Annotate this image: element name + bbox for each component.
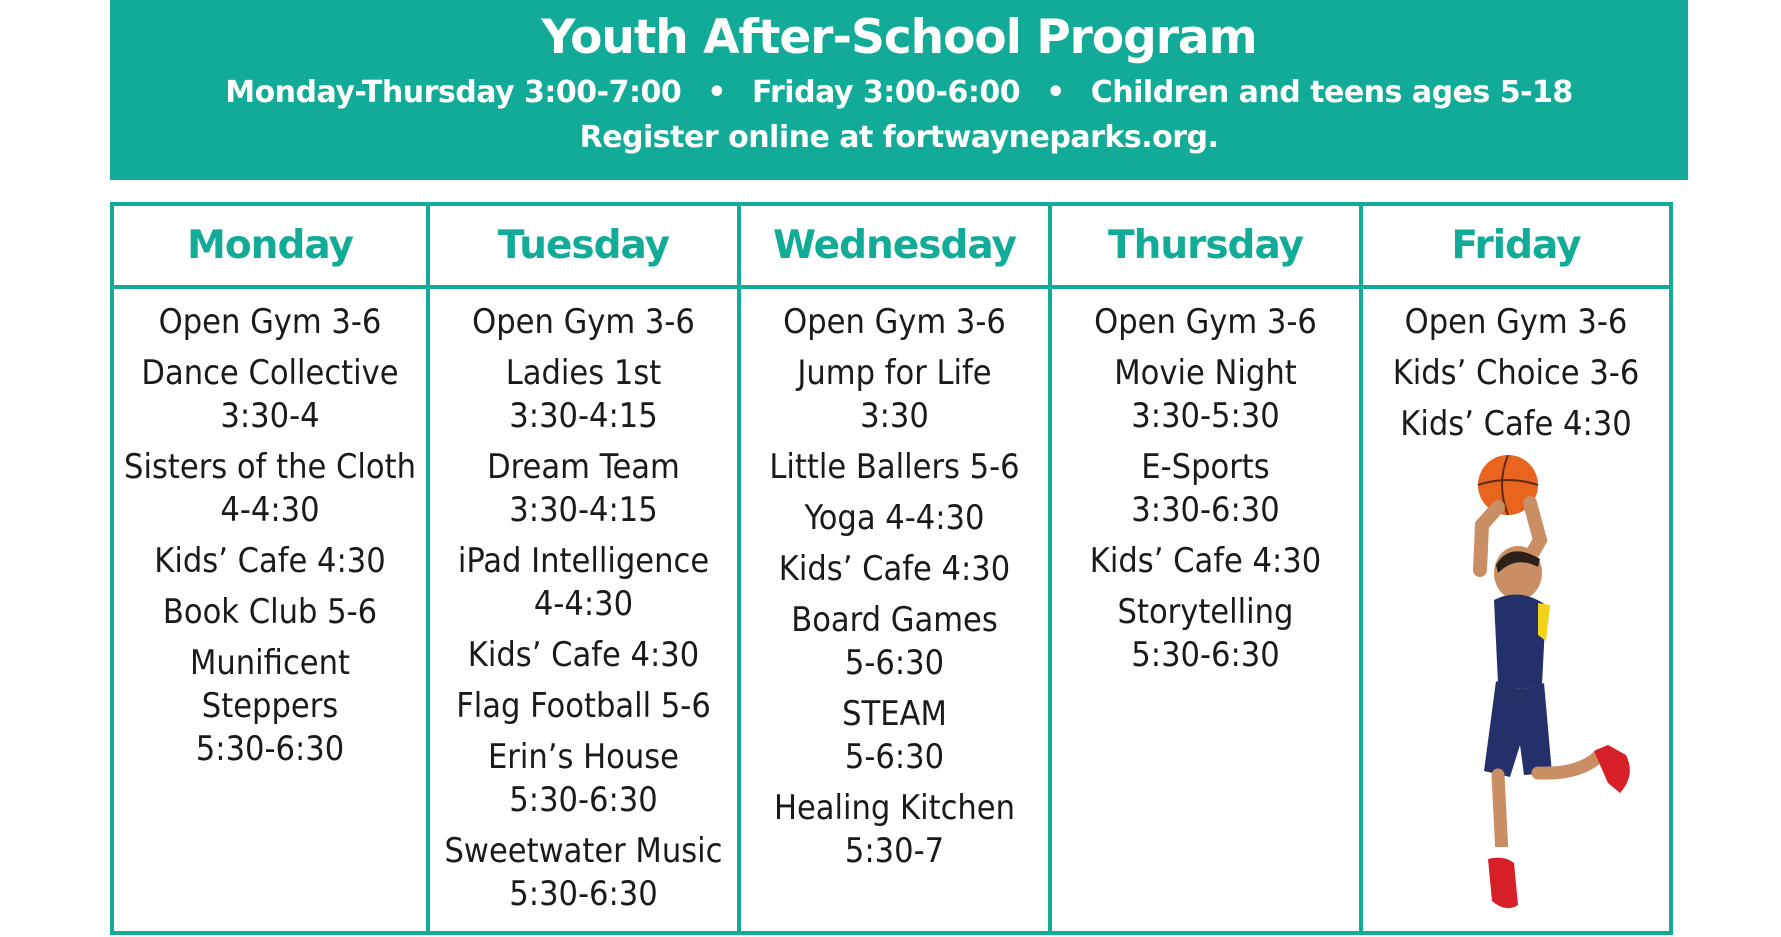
weekday-hours: Monday-Thursday 3:00-7:00 — [225, 75, 682, 110]
activity-name: Sisters of the Cloth — [124, 447, 416, 487]
day-column-monday — [114, 206, 426, 931]
activity-item — [114, 642, 426, 771]
activity-item — [741, 548, 1048, 591]
activity-name: Kids’ Cafe 4:30 — [1400, 404, 1632, 444]
activity-item — [114, 591, 426, 634]
activity-time: 5-6:30 — [844, 643, 945, 683]
activity-item — [1052, 301, 1359, 344]
activity-item — [430, 685, 737, 728]
activity-name: Open Gym 3-6 — [783, 302, 1006, 342]
activity-time: 5:30-6:30 — [1131, 635, 1280, 675]
activity-item — [741, 599, 1048, 685]
activity-item — [430, 634, 737, 677]
activity-name: Open Gym 3-6 — [472, 302, 695, 342]
day-activities — [1363, 289, 1669, 446]
activity-item — [430, 830, 737, 916]
activity-name: Steppers — [201, 686, 339, 726]
activity-time: 4-4:30 — [533, 584, 634, 624]
activity-name: Kids’ Cafe 4:30 — [467, 635, 700, 675]
activity-item — [741, 446, 1048, 489]
bullet-separator: • — [707, 75, 726, 110]
bullet-separator: • — [1046, 75, 1065, 110]
activity-name: Open Gym 3-6 — [158, 302, 382, 342]
activity-item — [741, 497, 1048, 540]
activity-name: Kids’ Cafe 4:30 — [778, 549, 1011, 589]
activity-name: Board Games — [791, 600, 998, 640]
activity-item — [114, 301, 426, 344]
activity-name: Storytelling — [1117, 592, 1294, 632]
activity-name: Little Ballers 5-6 — [769, 447, 1020, 487]
activity-item — [1052, 591, 1359, 677]
activity-item — [741, 693, 1048, 779]
day-activities — [741, 289, 1048, 873]
activity-time: 5:30-7 — [844, 831, 945, 871]
day-column-wednesday — [737, 206, 1048, 931]
activity-item — [430, 352, 737, 438]
activity-item — [1363, 352, 1669, 395]
activity-item — [1363, 403, 1669, 446]
activity-item — [114, 352, 426, 438]
day-header: Thursday — [1052, 206, 1359, 289]
activity-name: Ladies 1st — [505, 353, 662, 393]
activity-time: 3:30-4:15 — [509, 396, 658, 436]
activity-item — [430, 540, 737, 626]
activity-name: Sweetwater Music — [444, 831, 723, 871]
activity-name: E-Sports — [1141, 447, 1270, 487]
activity-name: Dream Team — [487, 447, 680, 487]
activity-item — [741, 301, 1048, 344]
activity-name: Open Gym 3-6 — [1094, 302, 1317, 342]
activity-name: Yoga 4-4:30 — [804, 498, 985, 538]
activity-time: 5:30-6:30 — [509, 780, 658, 820]
page-title: Youth After-School Program — [541, 10, 1257, 65]
activity-item — [430, 736, 737, 822]
hours-line — [110, 73, 1688, 113]
activity-item — [741, 352, 1048, 438]
day-column-tuesday — [426, 206, 737, 931]
day-activities — [430, 289, 737, 916]
day-header: Tuesday — [430, 206, 737, 289]
weekly-schedule-table — [110, 202, 1673, 935]
activity-name: Jump for Life — [797, 353, 992, 393]
day-header: Monday — [114, 206, 426, 289]
day-header: Friday — [1363, 206, 1669, 289]
basketball-player-illustration — [1440, 455, 1660, 925]
activity-time: 5:30-6:30 — [509, 874, 658, 914]
activity-time: 4-4:30 — [220, 490, 320, 530]
register-line: Register online at fortwayneparks.org. — [579, 120, 1219, 155]
day-activities — [1052, 289, 1359, 677]
activity-name: STEAM — [842, 694, 947, 734]
activity-name: Flag Football 5-6 — [456, 686, 711, 726]
activity-time: 3:30-6:30 — [1131, 490, 1280, 530]
activity-name: Dance Collective — [141, 353, 399, 393]
activity-name: Book Club 5-6 — [162, 592, 378, 632]
activity-item — [114, 540, 426, 583]
day-column-thursday — [1048, 206, 1359, 931]
activity-name: iPad Intelligence — [457, 541, 710, 581]
activity-item — [1052, 352, 1359, 438]
day-activities — [114, 289, 426, 771]
activity-item — [1052, 540, 1359, 583]
activity-time: 3:30-4 — [220, 396, 320, 436]
activity-name: Kids’ Choice 3-6 — [1392, 353, 1640, 393]
activity-name: Kids’ Cafe 4:30 — [1089, 541, 1322, 581]
activity-name: Erin’s House — [487, 737, 680, 777]
activity-item — [1363, 301, 1669, 344]
activity-name: Munificent — [190, 643, 350, 683]
activity-time: 5:30-6:30 — [195, 729, 345, 769]
activity-name: Movie Night — [1114, 353, 1297, 393]
activity-time: 3:30-4:15 — [509, 490, 658, 530]
day-header: Wednesday — [741, 206, 1048, 289]
age-range: Children and teens ages 5-18 — [1090, 75, 1573, 110]
activity-item — [430, 446, 737, 532]
activity-time: 5-6:30 — [844, 737, 945, 777]
program-banner — [110, 0, 1688, 180]
friday-hours: Friday 3:00-6:00 — [751, 75, 1021, 110]
activity-item — [741, 787, 1048, 873]
activity-time: 3:30-5:30 — [1131, 396, 1280, 436]
activity-item — [114, 446, 426, 532]
activity-item — [430, 301, 737, 344]
activity-name: Kids’ Cafe 4:30 — [154, 541, 386, 581]
activity-time: 3:30 — [860, 396, 929, 436]
activity-name: Healing Kitchen — [773, 788, 1016, 828]
activity-name: Open Gym 3-6 — [1404, 302, 1628, 342]
activity-item — [1052, 446, 1359, 532]
